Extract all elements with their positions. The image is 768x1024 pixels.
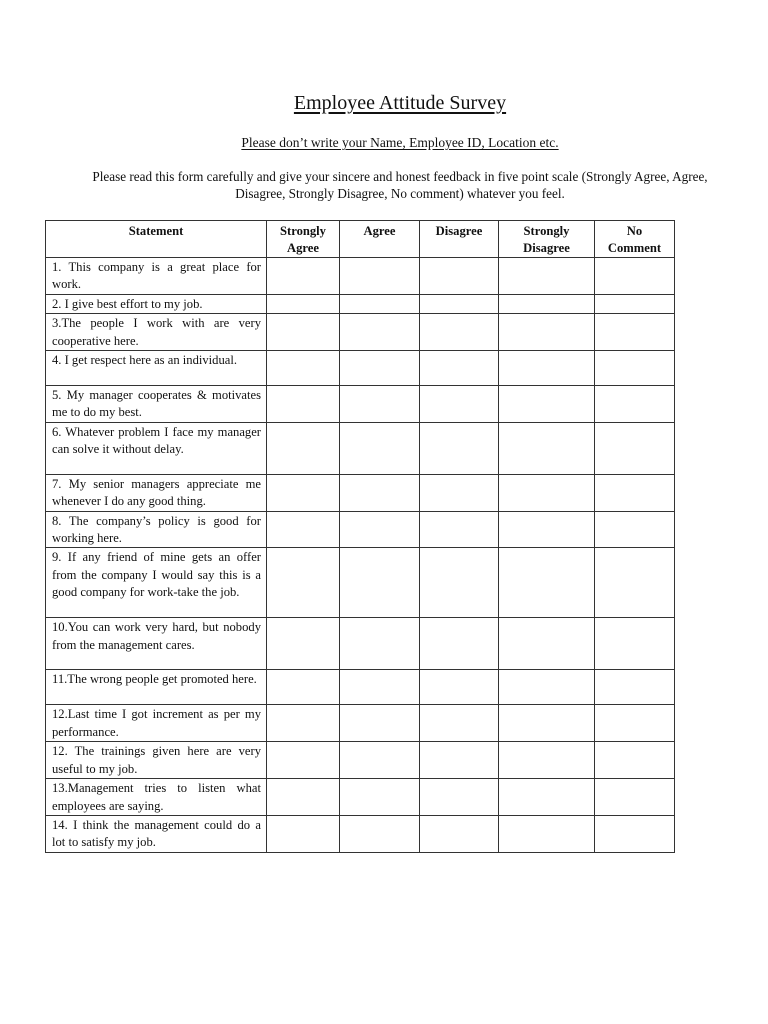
response-cell-strongly-agree[interactable] xyxy=(267,742,340,779)
statement-cell: 7. My senior managers appreciate me whenever I do any good thing. xyxy=(46,474,267,511)
response-cell-agree[interactable] xyxy=(340,422,420,474)
statement-cell: 1. This company is a great place for work. xyxy=(46,258,267,295)
response-cell-disagree[interactable] xyxy=(420,258,499,295)
response-cell-no-comment[interactable] xyxy=(595,815,675,852)
response-cell-strongly-disagree[interactable] xyxy=(499,294,595,313)
response-cell-strongly-disagree[interactable] xyxy=(499,422,595,474)
table-row xyxy=(46,742,675,779)
statement-cell: 10.You can work very hard, but nobody from the management cares. xyxy=(46,618,267,670)
response-cell-strongly-disagree[interactable] xyxy=(499,314,595,351)
table-row xyxy=(46,705,675,742)
response-cell-disagree[interactable] xyxy=(420,670,499,705)
response-cell-disagree[interactable] xyxy=(420,705,499,742)
response-cell-strongly-disagree[interactable] xyxy=(499,386,595,423)
page-title: Employee Attitude Survey xyxy=(293,92,507,114)
table-row xyxy=(46,294,675,313)
header-disagree: Disagree xyxy=(420,221,499,258)
header-statement: Statement xyxy=(46,221,267,258)
response-cell-strongly-agree[interactable] xyxy=(267,618,340,670)
table-row xyxy=(46,422,675,474)
response-cell-no-comment[interactable] xyxy=(595,670,675,705)
table-row xyxy=(46,258,675,295)
response-cell-strongly-disagree[interactable] xyxy=(499,670,595,705)
response-cell-strongly-agree[interactable] xyxy=(267,511,340,548)
response-cell-strongly-agree[interactable] xyxy=(267,548,340,618)
statement-cell: 2. I give best effort to my job. xyxy=(46,294,267,313)
instructions-paragraph: Please read this form carefully and give your sincere and honest feedback in five point scale (Strongly Agree, Agree, Disagree, Strongly Disagree, No comment) whatever you feel. xyxy=(92,169,708,201)
response-cell-strongly-disagree[interactable] xyxy=(499,618,595,670)
response-cell-no-comment[interactable] xyxy=(595,511,675,548)
table-header-row xyxy=(46,221,675,258)
response-cell-strongly-disagree[interactable] xyxy=(499,351,595,386)
response-cell-disagree[interactable] xyxy=(420,779,499,816)
statement-cell: 12. The trainings given here are very useful to my job. xyxy=(46,742,267,779)
table-row xyxy=(46,314,675,351)
response-cell-no-comment[interactable] xyxy=(595,705,675,742)
response-cell-disagree[interactable] xyxy=(420,386,499,423)
response-cell-disagree[interactable] xyxy=(420,422,499,474)
response-cell-disagree[interactable] xyxy=(420,815,499,852)
table-row xyxy=(46,548,675,618)
statement-cell: 8. The company’s policy is good for working here. xyxy=(46,511,267,548)
statement-cell: 13.Management tries to listen what employees are saying. xyxy=(46,779,267,816)
response-cell-agree[interactable] xyxy=(340,705,420,742)
response-cell-agree[interactable] xyxy=(340,474,420,511)
response-cell-strongly-agree[interactable] xyxy=(267,314,340,351)
response-cell-no-comment[interactable] xyxy=(595,422,675,474)
statement-cell: 11.The wrong people get promoted here. xyxy=(46,670,267,705)
survey-table xyxy=(45,220,675,853)
response-cell-strongly-disagree[interactable] xyxy=(499,815,595,852)
survey-table-body xyxy=(46,258,675,853)
header-strongly-disagree: Strongly Disagree xyxy=(499,221,595,258)
response-cell-no-comment[interactable] xyxy=(595,742,675,779)
response-cell-agree[interactable] xyxy=(340,258,420,295)
response-cell-agree[interactable] xyxy=(340,386,420,423)
response-cell-agree[interactable] xyxy=(340,511,420,548)
table-row xyxy=(46,670,675,705)
response-cell-strongly-agree[interactable] xyxy=(267,474,340,511)
response-cell-strongly-agree[interactable] xyxy=(267,422,340,474)
response-cell-agree[interactable] xyxy=(340,618,420,670)
response-cell-disagree[interactable] xyxy=(420,294,499,313)
response-cell-disagree[interactable] xyxy=(420,742,499,779)
statement-cell: 4. I get respect here as an individual. xyxy=(46,351,267,386)
table-row xyxy=(46,779,675,816)
response-cell-agree[interactable] xyxy=(340,670,420,705)
statement-cell: 12.Last time I got increment as per my performance. xyxy=(46,705,267,742)
response-cell-no-comment[interactable] xyxy=(595,294,675,313)
response-cell-agree[interactable] xyxy=(340,742,420,779)
response-cell-agree[interactable] xyxy=(340,779,420,816)
table-row xyxy=(46,386,675,423)
header-agree: Agree xyxy=(340,221,420,258)
response-cell-strongly-disagree[interactable] xyxy=(499,742,595,779)
table-row xyxy=(46,511,675,548)
response-cell-strongly-agree[interactable] xyxy=(267,258,340,295)
response-cell-strongly-agree[interactable] xyxy=(267,779,340,816)
response-cell-disagree[interactable] xyxy=(420,314,499,351)
response-cell-strongly-agree[interactable] xyxy=(267,386,340,423)
response-cell-no-comment[interactable] xyxy=(595,474,675,511)
response-cell-disagree[interactable] xyxy=(420,618,499,670)
response-cell-no-comment[interactable] xyxy=(595,314,675,351)
response-cell-strongly-agree[interactable] xyxy=(267,705,340,742)
response-cell-strongly-disagree[interactable] xyxy=(499,705,595,742)
response-cell-no-comment[interactable] xyxy=(595,618,675,670)
response-cell-disagree[interactable] xyxy=(420,474,499,511)
response-cell-strongly-disagree[interactable] xyxy=(499,511,595,548)
response-cell-no-comment[interactable] xyxy=(595,386,675,423)
response-cell-strongly-disagree[interactable] xyxy=(499,258,595,295)
response-cell-disagree[interactable] xyxy=(420,548,499,618)
response-cell-no-comment[interactable] xyxy=(595,258,675,295)
response-cell-agree[interactable] xyxy=(340,294,420,313)
statement-cell: 3.The people I work with are very cooperative here. xyxy=(46,314,267,351)
statement-cell: 5. My manager cooperates & motivates me to do my best. xyxy=(46,386,267,423)
response-cell-disagree[interactable] xyxy=(420,351,499,386)
statement-cell: 14. I think the management could do a lot to satisfy my job. xyxy=(46,815,267,852)
header-no-comment: No Comment xyxy=(595,221,675,258)
table-row xyxy=(46,474,675,511)
table-row xyxy=(46,618,675,670)
statement-cell: 9. If any friend of mine gets an offer from the company I would say this is a good company for work-take the job. xyxy=(46,548,267,618)
header-strongly-agree: Strongly Agree xyxy=(267,221,340,258)
response-cell-agree[interactable] xyxy=(340,351,420,386)
response-cell-strongly-disagree[interactable] xyxy=(499,779,595,816)
response-cell-strongly-disagree[interactable] xyxy=(499,548,595,618)
response-cell-no-comment[interactable] xyxy=(595,779,675,816)
response-cell-strongly-disagree[interactable] xyxy=(499,474,595,511)
response-cell-no-comment[interactable] xyxy=(595,548,675,618)
response-cell-no-comment[interactable] xyxy=(595,351,675,386)
response-cell-agree[interactable] xyxy=(340,548,420,618)
table-row xyxy=(46,815,675,852)
response-cell-strongly-agree[interactable] xyxy=(267,294,340,313)
response-cell-strongly-agree[interactable] xyxy=(267,351,340,386)
response-cell-agree[interactable] xyxy=(340,815,420,852)
response-cell-strongly-agree[interactable] xyxy=(267,670,340,705)
response-cell-strongly-agree[interactable] xyxy=(267,815,340,852)
anonymity-notice: Please don’t write your Name, Employee ID, Location etc. xyxy=(241,135,559,150)
statement-cell: 6. Whatever problem I face my manager can solve it without delay. xyxy=(46,422,267,474)
response-cell-agree[interactable] xyxy=(340,314,420,351)
response-cell-disagree[interactable] xyxy=(420,511,499,548)
table-row xyxy=(46,351,675,386)
